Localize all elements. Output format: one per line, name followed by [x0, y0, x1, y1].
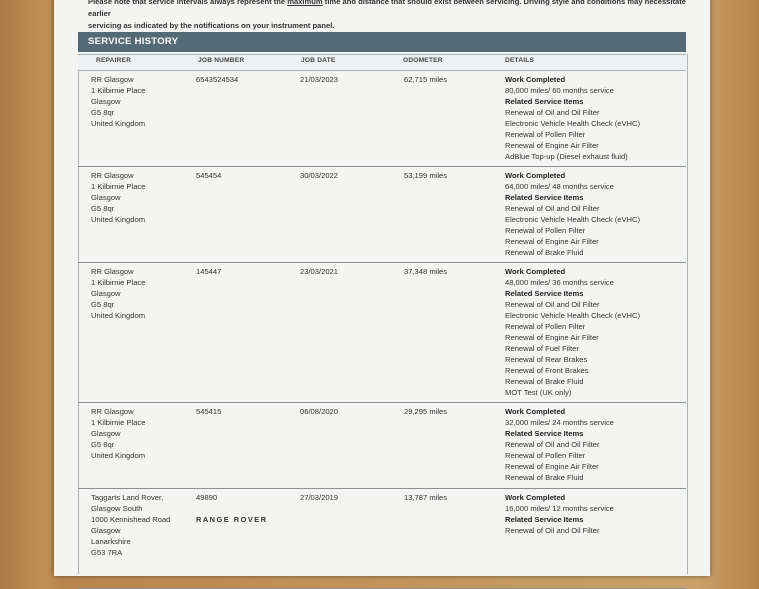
job-number [196, 492, 217, 503]
repairer-address-line: United Kingdom [91, 119, 146, 128]
job-date-value: 21/03/2023 [300, 75, 339, 84]
job-date [300, 266, 338, 277]
service-item: Renewal of Engine Air Filter [505, 237, 599, 246]
service-interval: 48,000 miles/ 36 months service [505, 278, 614, 287]
service-interval: 80,000 miles/ 60 months service [505, 86, 614, 95]
odometer [404, 170, 447, 181]
repairer-address [91, 492, 170, 558]
repairer-address-line: Taggarts Land Rover, [91, 493, 164, 502]
repairer-address-line: RR Glasgow [91, 171, 134, 180]
service-interval: 32,000 miles/ 24 months service [505, 418, 614, 427]
repairer-address-line: 1000 Kennishead Road [91, 515, 171, 524]
note-text: servicing as indicated by the notifications on your instrument panel. [88, 21, 335, 30]
repairer-address [91, 266, 145, 321]
work-completed-heading: Work Completed [505, 493, 566, 502]
table-row [78, 166, 686, 263]
job-number [196, 406, 221, 417]
column-header-job-number: JOB NUMBER [198, 57, 245, 64]
note-text: time and distance that should exist between servicing. Driving style and conditions may necessitate earlier [88, 0, 687, 18]
repairer-address-line: RR Glasgow [91, 267, 134, 276]
note-text: Please note that service intervals always represent the [88, 0, 288, 6]
repairer-address-line: 1 Kilbirnie Place [91, 418, 146, 427]
odometer-value: 13,787 miles [404, 493, 448, 502]
work-completed-heading: Work Completed [505, 407, 566, 416]
odometer-value: 53,199 miles [404, 171, 448, 180]
repairer-address-line: 1 Kilbirnie Place [91, 182, 146, 191]
odometer [404, 74, 447, 85]
column-header-details: DETAILS [505, 57, 535, 64]
related-items-heading: Related Service Items [505, 289, 584, 298]
service-item: Renewal of Oil and Oil Filter [505, 300, 600, 309]
repairer-address-line: Glasgow South [91, 504, 143, 513]
table-header-row [78, 54, 686, 71]
related-items-heading: Related Service Items [505, 429, 584, 438]
service-item: AdBlue Top-up (Diesel exhaust fluid) [505, 152, 628, 161]
service-document-page [54, 0, 710, 576]
job-date-value: 23/03/2021 [300, 267, 339, 276]
service-item: Renewal of Front Brakes [505, 366, 589, 375]
repairer-address-line: United Kingdom [91, 215, 146, 224]
service-item: Renewal of Fuel Filter [505, 344, 579, 353]
job-date [300, 170, 338, 181]
odometer-value: 29,295 miles [404, 407, 448, 416]
service-item: Renewal of Oil and Oil Filter [505, 108, 600, 117]
odometer [404, 406, 447, 417]
service-item: Renewal of Brake Fluid [505, 473, 584, 482]
job-number [196, 170, 221, 181]
repairer-address-line: Glasgow [91, 97, 121, 106]
repairer-address-line: RR Glasgow [91, 407, 134, 416]
job-number-value: 545454 [196, 171, 222, 180]
job-date-value: 27/03/2019 [300, 493, 339, 502]
column-header-repairer: REPAIRER [96, 57, 132, 64]
odometer [404, 266, 447, 277]
repairer-address-line: United Kingdom [91, 311, 146, 320]
repairer-address [91, 74, 145, 129]
range-rover-logo: RANGE ROVER [196, 515, 268, 524]
related-items-heading: Related Service Items [505, 97, 584, 106]
repairer-address-line: 1 Kilbirnie Place [91, 86, 146, 95]
repairer-address-line: G5 8qr [91, 204, 115, 213]
repairer-address-line: G5 8qr [91, 108, 115, 117]
table-row [78, 402, 686, 489]
table-row [78, 262, 686, 403]
service-item: Renewal of Pollen Filter [505, 322, 586, 331]
related-items-heading: Related Service Items [505, 193, 584, 202]
job-number-value: 545415 [196, 407, 222, 416]
service-item: Renewal of Engine Air Filter [505, 462, 599, 471]
work-completed-heading: Work Completed [505, 267, 566, 276]
service-details [505, 74, 640, 162]
service-item: Renewal of Engine Air Filter [505, 141, 599, 150]
service-item: Renewal of Oil and Oil Filter [505, 204, 600, 213]
odometer [404, 492, 447, 503]
repairer-address-line: G53 7RA [91, 548, 123, 557]
repairer-address-line: RR Glasgow [91, 75, 134, 84]
service-interval: 64,000 miles/ 48 months service [505, 182, 614, 191]
odometer-value: 62,715 miles [404, 75, 448, 84]
work-completed-heading: Work Completed [505, 75, 566, 84]
repairer-address-line: United Kingdom [91, 451, 146, 460]
table-row [78, 70, 686, 167]
repairer-address-line: 1 Kilbirnie Place [91, 278, 146, 287]
service-item: Renewal of Pollen Filter [505, 226, 586, 235]
service-item: MOT Test (UK only) [505, 388, 572, 397]
job-date-value: 30/03/2022 [300, 171, 339, 180]
service-item: Renewal of Pollen Filter [505, 451, 586, 460]
service-details [505, 266, 640, 398]
service-item: Electronic Vehicle Health Check (eVHC) [505, 311, 641, 320]
work-completed-heading: Work Completed [505, 171, 566, 180]
job-number-value: 49890 [196, 493, 218, 502]
repairer-address-line: Glasgow [91, 289, 121, 298]
repairer-address-line: G5 8qr [91, 440, 115, 449]
service-interval: 16,000 miles/ 12 months service [505, 504, 614, 513]
job-number [196, 74, 238, 85]
repairer-address-line: Lanarkshire [91, 537, 131, 546]
note-emphasis: maximum [287, 0, 323, 6]
job-date [300, 74, 338, 85]
service-item: Electronic Vehicle Health Check (eVHC) [505, 119, 641, 128]
service-item: Renewal of Oil and Oil Filter [505, 440, 600, 449]
service-interval-note [88, 0, 688, 32]
column-header-job-date: JOB DATE [301, 57, 336, 64]
service-item: Renewal of Brake Fluid [505, 377, 584, 386]
job-date [300, 492, 338, 503]
service-item: Renewal of Pollen Filter [505, 130, 586, 139]
service-details [505, 492, 614, 536]
service-item: Renewal of Oil and Oil Filter [505, 526, 600, 535]
service-details [505, 406, 614, 483]
odometer-value: 37,348 miles [404, 267, 448, 276]
service-item: Renewal of Brake Fluid [505, 248, 584, 257]
service-item: Renewal of Engine Air Filter [505, 333, 599, 342]
repairer-address-line: G5 8qr [91, 300, 115, 309]
job-number [196, 266, 221, 277]
service-details [505, 170, 640, 258]
repairer-address-line: Glasgow [91, 429, 121, 438]
column-header-odometer: ODOMETER [403, 57, 443, 64]
job-number-value: 6543524534 [196, 75, 239, 84]
repairer-address [91, 170, 145, 225]
job-number-value: 145447 [196, 267, 222, 276]
repairer-address-line: Glasgow [91, 193, 121, 202]
related-items-heading: Related Service Items [505, 515, 584, 524]
service-item: Electronic Vehicle Health Check (eVHC) [505, 215, 641, 224]
job-date-value: 06/08/2020 [300, 407, 339, 416]
table-row [78, 488, 686, 589]
repairer-address-line: Glasgow [91, 526, 121, 535]
repairer-address [91, 406, 145, 461]
service-item: Renewal of Rear Brakes [505, 355, 588, 364]
section-title: SERVICE HISTORY [78, 32, 686, 52]
job-date [300, 406, 338, 417]
